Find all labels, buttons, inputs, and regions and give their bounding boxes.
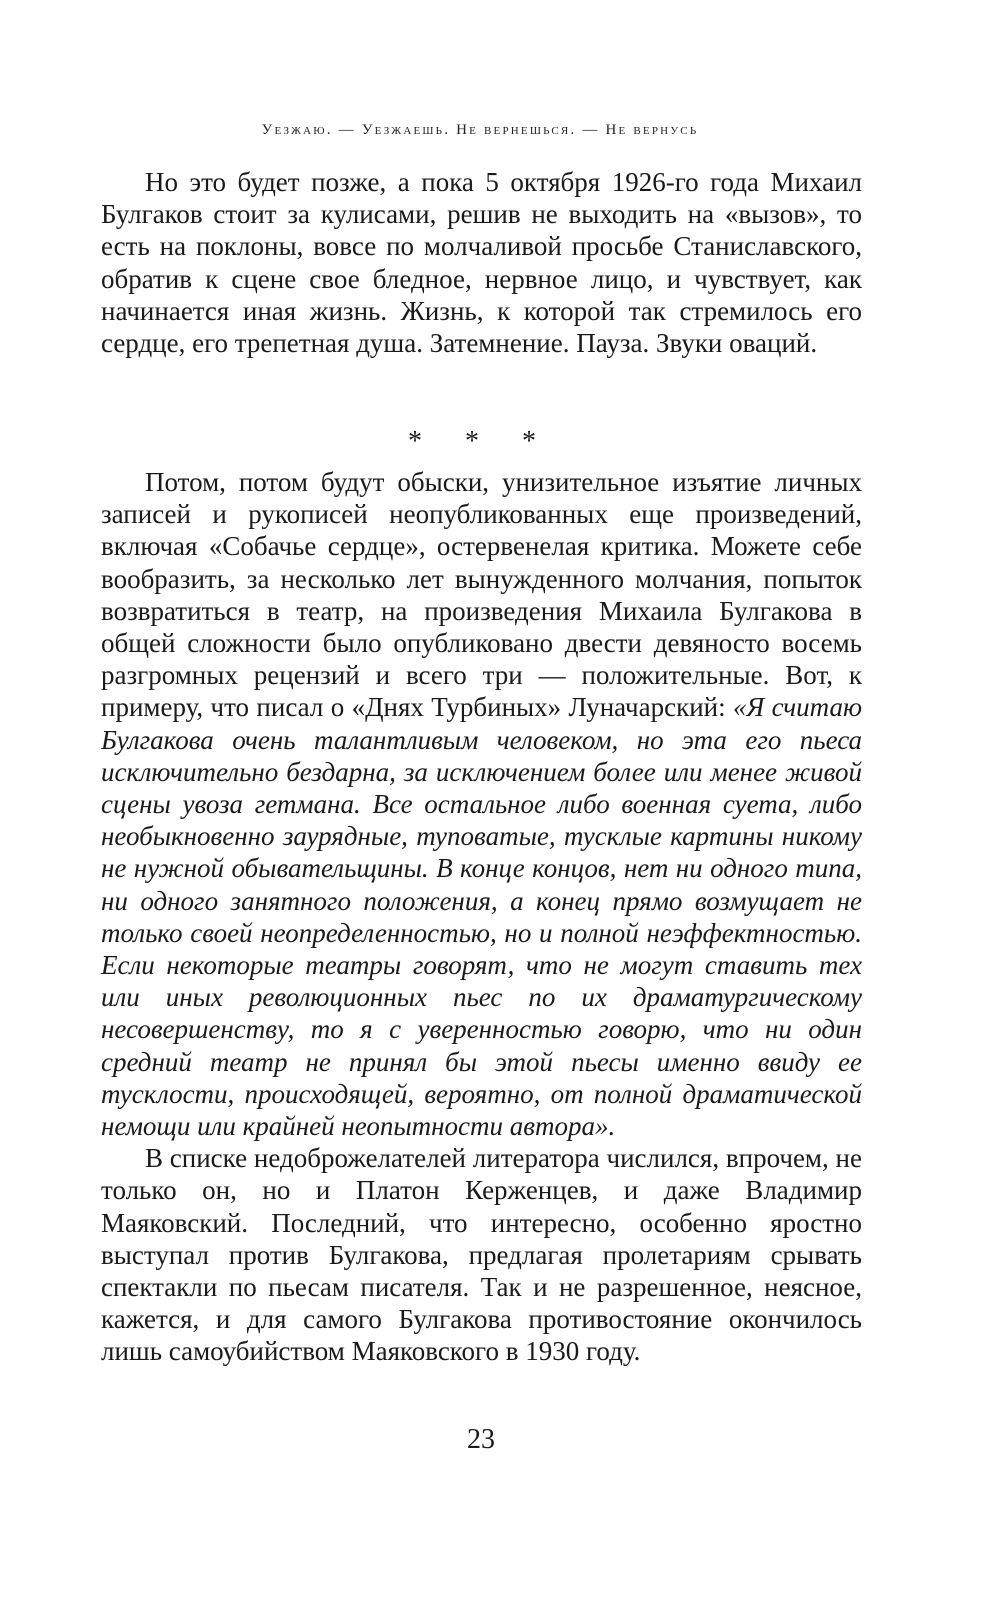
text-block-before-separator — [101, 166, 862, 359]
lunacharsky-quote: «Я считаю Булгакова очень талантливым человеком, но эта его пьеса исключительно бездарна, за исключением более или менее живой сцены увоза гетмана. Все остальное либо военная суета, либо необыкновенно заурядные, туповатые, тусклые картины никому не нужной обывательщины. В конце концов, нет ни одного типа, ни одного занятного положения, а конец прямо возмущает не только своей неопределенностью, но и полной неэффектностью. Если некоторые театры говорят, что не могут ставить тех или иных революционных пьес по их драматургическому несовершенству, то я с уверенностью говорю, что ни один средний театр не принял бы этой пьесы именно ввиду ее тусклости, происходящей, вероятно, от полной драматической немощи или крайней неопытности автора». — [101, 692, 862, 1142]
page-number: 23 — [467, 1424, 495, 1455]
paragraph-2-intro: Потом, потом будут обыски, унизительное изъятие личных записей и рукописей неопубликованных еще произведений, включая «Собачье сердце», остервенелая критика. Можете себе вообразить, за несколько лет вынужденного молчания, попыток возвратиться в театр, на произведения Михаила Булгакова в общей сложности было опубликовано двести девяносто восемь разгромных рецензий и всего три — положительные. Вот, к примеру, что писал о «Днях Турбиных» Луначарский: — [101, 467, 862, 723]
text-block-after-separator — [101, 466, 862, 1368]
running-head: Уезжаю. — Уезжаешь. Не вернешься. — Не вернусь — [261, 122, 699, 138]
paragraph-3: В списке недоброжелателей литератора числился, впрочем, не только он, но и Платон Керженцев, и даже Владимир Маяковский. Последний, что интересно, особенно яростно выступал против Булгакова, предлагая пролетариям срывать спектакли по пьесам писателя. Так и не разрешенное, неясное, кажется, и для самого Булгакова противостояние окончилось лишь самоубийством Маяковского в 1930 году. — [101, 1143, 862, 1367]
paragraph-2 — [101, 466, 862, 1142]
section-separator: * * * — [408, 426, 554, 457]
paragraph-1: Но это будет позже, а пока 5 октября 1926-го года Михаил Булгаков стоит за кулисами, решив не выходить на «вызов», то есть на поклоны, вовсе по молчаливой просьбе Станиславского, обратив к сцене свое бледное, нервное лицо, и чувствует, как начинается иная жизнь. Жизнь, к которой так стремилось его сердце, его трепетная душа. Затемнение. Пауза. Звуки оваций. — [101, 167, 862, 359]
